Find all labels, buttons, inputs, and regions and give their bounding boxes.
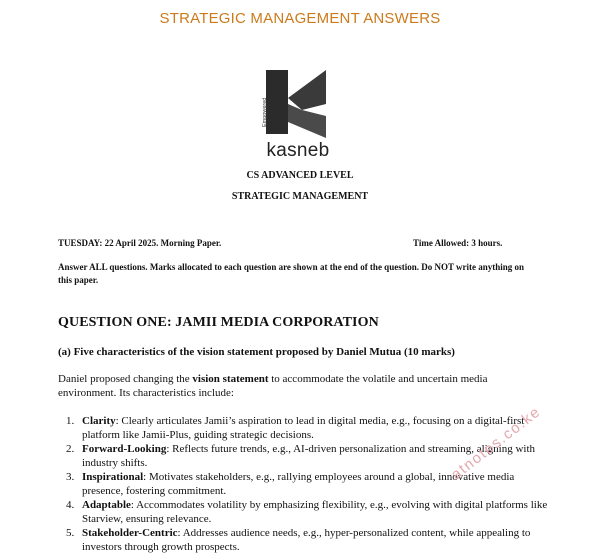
list-term: Adaptable — [82, 499, 131, 511]
list-text: : Addresses audience needs, e.g., hyper-personalized content, while appealing to investors through growth prospects. — [82, 527, 531, 553]
exam-date: TUESDAY: 22 April 2025. Morning Paper. — [58, 238, 222, 248]
list-text: : Motivates stakeholders, e.g., rallying employees around a global, innovative media presence, fostering commitment. — [82, 471, 515, 497]
list-number: 5. — [66, 527, 75, 539]
intro-text-before: Daniel proposed changing the — [58, 373, 193, 385]
list-item — [58, 414, 548, 442]
logo-wordmark: kasneb — [266, 140, 330, 161]
exam-level: CS ADVANCED LEVEL — [246, 170, 354, 181]
list-number: 4. — [66, 499, 75, 511]
exam-instructions: Answer ALL questions. Marks allocated to each question are shown at the end of the question. Do NOT write anything on this paper. — [58, 262, 525, 285]
list-item — [58, 498, 548, 526]
characteristics-list — [58, 414, 548, 554]
list-term: Forward-Looking — [82, 443, 167, 455]
list-number: 2. — [66, 443, 75, 455]
watermark: atnotes.co.ke — [448, 403, 545, 484]
intro-paragraph — [58, 372, 538, 400]
list-item — [58, 470, 548, 498]
list-term: Stakeholder-Centric — [82, 527, 178, 539]
list-number: 1. — [66, 415, 75, 427]
list-text: : Accommodates volatility by emphasizing flexibility, e.g., evolving with digital platforms like Starview, ensuring relevance. — [82, 499, 548, 525]
question-subtitle: (a) Five characteristics of the vision statement proposed by Daniel Mutua (10 marks) — [58, 346, 455, 358]
list-term: Inspirational — [82, 471, 144, 483]
list-text: : Clearly articulates Jamii’s aspiration to lead in digital media, e.g., focusing on a digital-first platform like Jamii-Plus, guiding strategic decisions. — [82, 415, 525, 441]
intro-text-after: to accommodate the volatile and uncertain media environment. Its characteristics include: — [58, 373, 488, 399]
list-item — [58, 526, 548, 554]
intro-text-bold: vision statement — [192, 373, 269, 385]
page-header-title: STRATEGIC MANAGEMENT ANSWERS — [159, 10, 441, 27]
list-term: Clarity — [82, 415, 116, 427]
list-text: : Reflects future trends, e.g., AI-driven personalization and streaming, aligning with industry shifts. — [82, 443, 536, 469]
question-title: QUESTION ONE: JAMII MEDIA CORPORATION — [58, 315, 379, 330]
logo-tagline: Empowered — [262, 97, 268, 127]
exam-paper: STRATEGIC MANAGEMENT — [231, 191, 369, 202]
list-number: 3. — [66, 471, 75, 483]
time-allowed: Time Allowed: 3 hours. — [413, 238, 503, 248]
